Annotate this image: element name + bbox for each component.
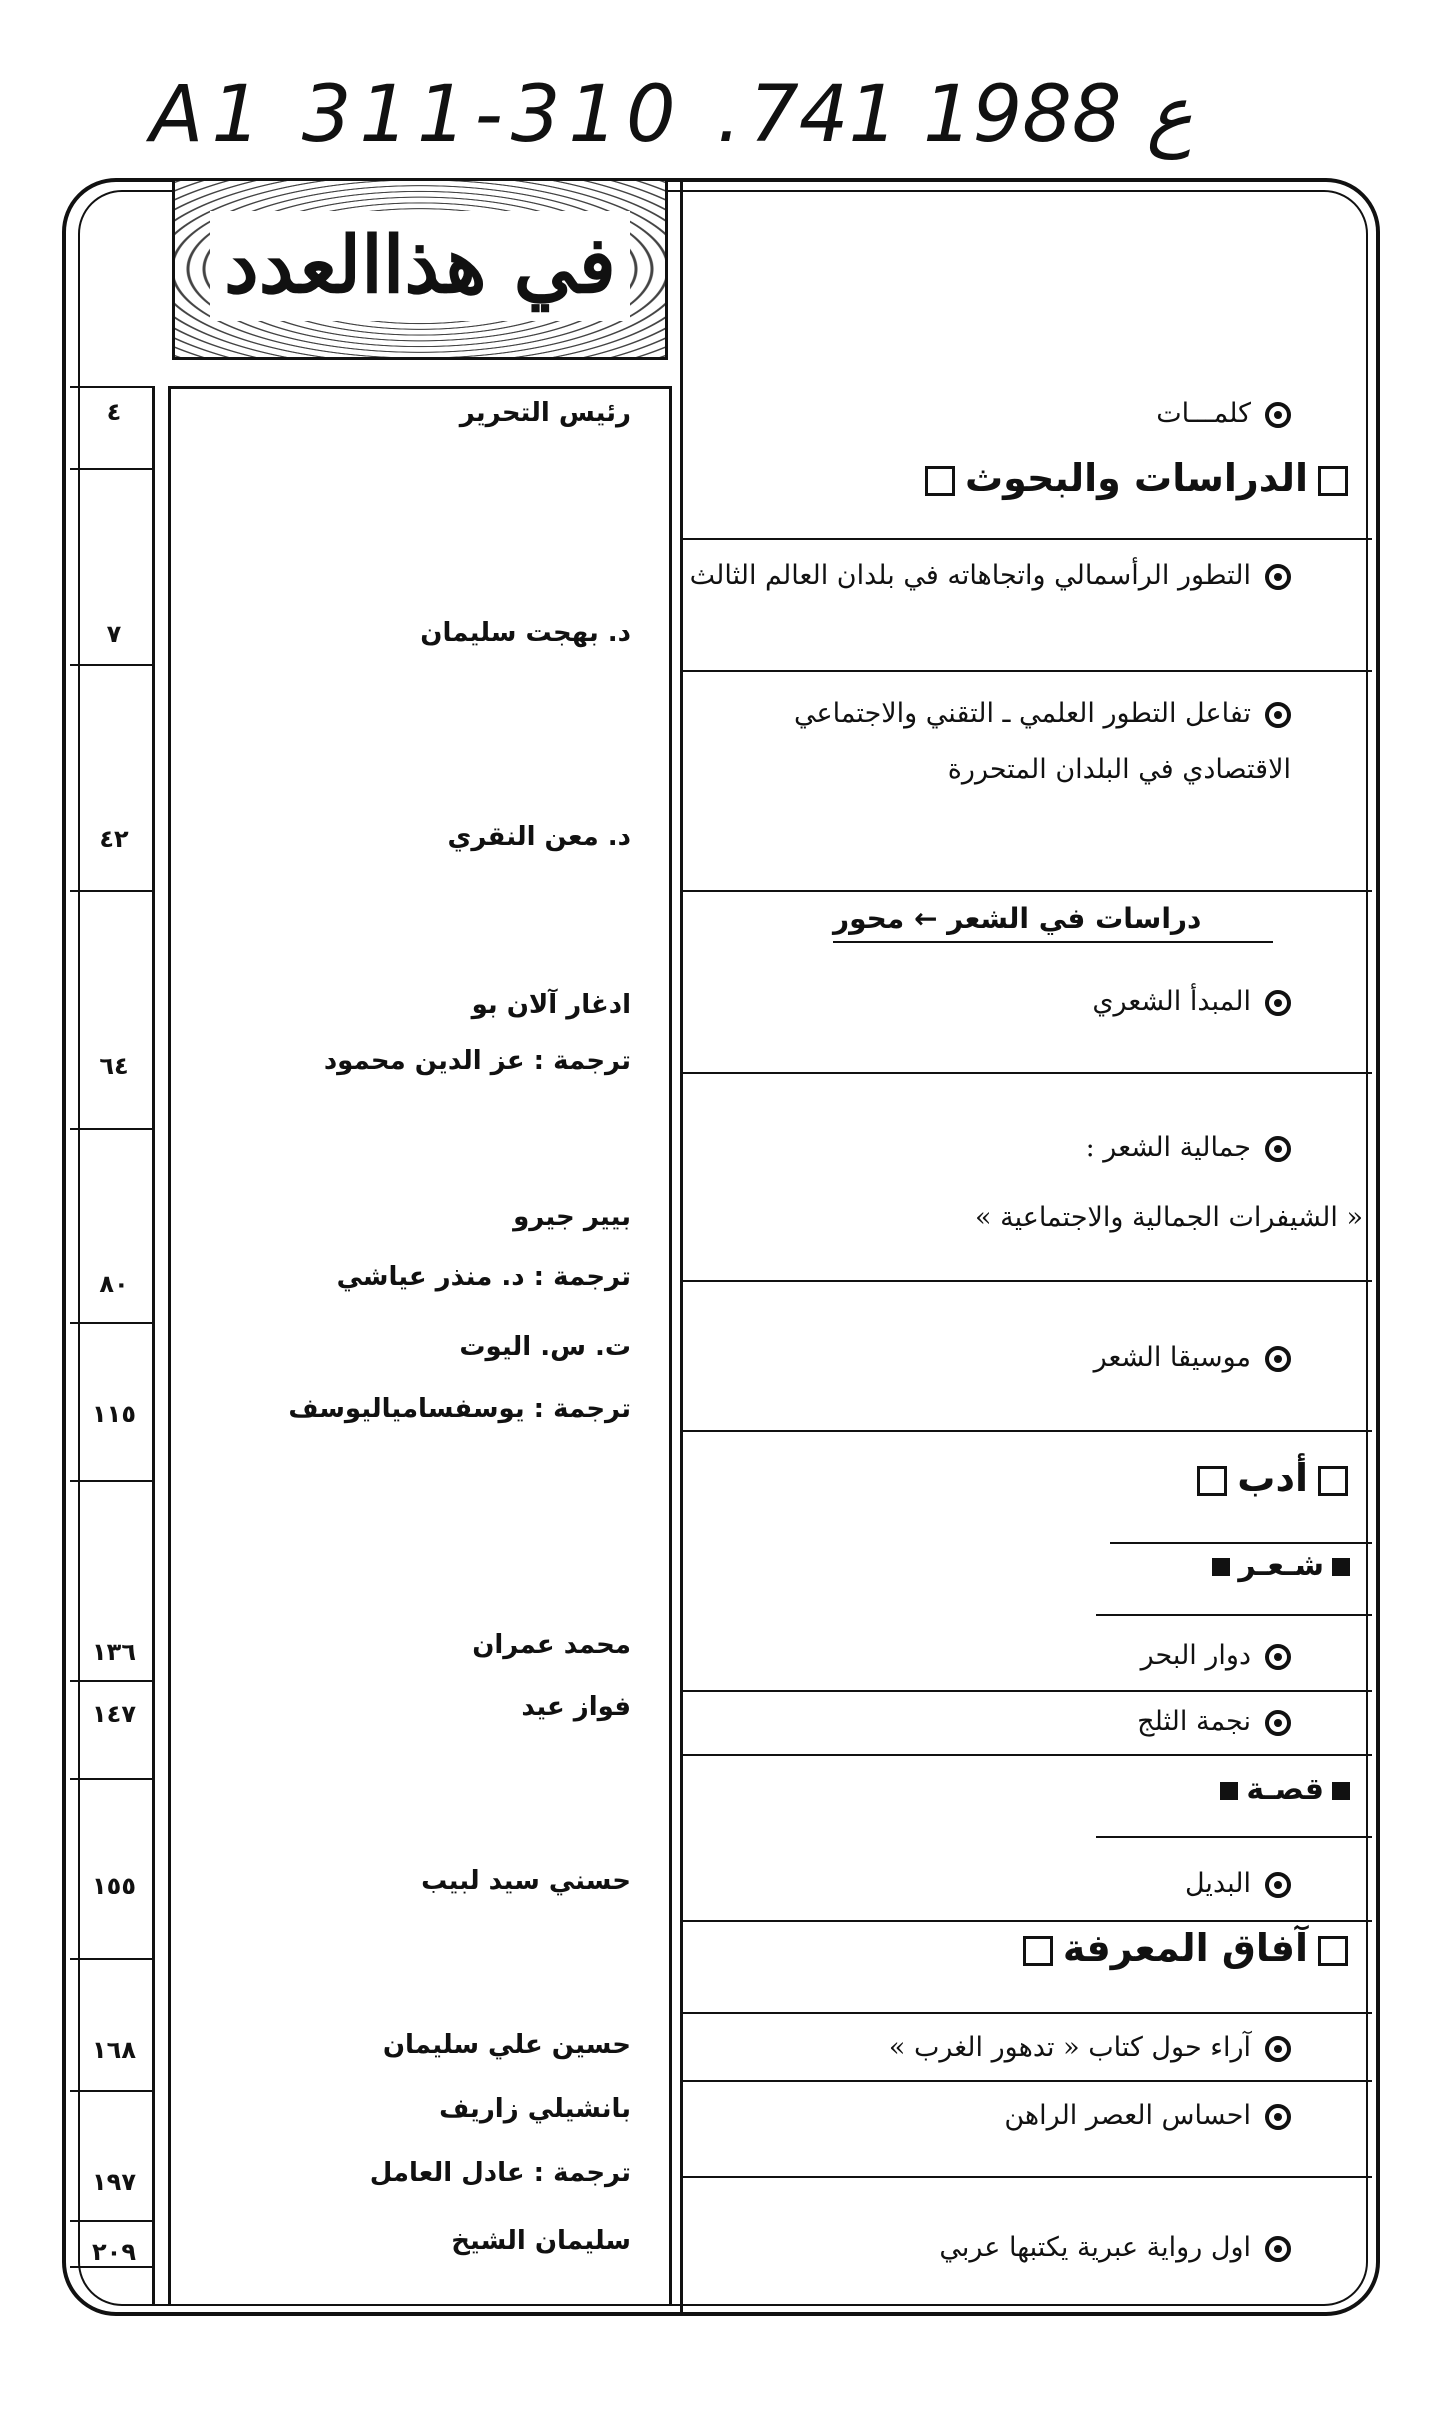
page-divider <box>70 664 154 666</box>
row-divider <box>1096 1614 1372 1616</box>
page-number: ١٩٧ <box>92 2168 136 2196</box>
author-name: د. معن النقري <box>447 822 631 852</box>
page-divider <box>70 1128 154 1130</box>
flower-icon <box>1265 1346 1291 1372</box>
row-divider <box>682 2176 1372 2178</box>
section-heading-literature: أدب <box>1187 1456 1358 1500</box>
row-divider <box>682 1072 1372 1074</box>
author-name: سليمان الشيخ <box>451 2226 631 2256</box>
page-title: في هذاالعدد <box>210 211 630 321</box>
section-heading-studies: الدراسات والبحوث <box>915 456 1358 500</box>
page-divider <box>70 2090 154 2092</box>
page-divider <box>70 1958 154 1960</box>
column-divider <box>680 178 683 2316</box>
page-column-divider <box>152 386 155 2306</box>
page-divider <box>70 2220 154 2222</box>
square-icon <box>1318 1936 1348 1966</box>
author-name: بيير جيرو <box>513 1202 631 1232</box>
page-number: ١٣٦ <box>92 1638 136 1666</box>
page-divider <box>70 1778 154 1780</box>
square-icon <box>1023 1936 1053 1966</box>
row-divider <box>682 890 1372 892</box>
page-divider <box>70 1680 154 1682</box>
flower-icon <box>1265 2236 1291 2262</box>
toc-item[interactable]: تفاعل التطور العلمي ـ التقني والاجتماعي الاقتصادي في البلدان المتحررة <box>793 698 1291 785</box>
flower-icon <box>1265 564 1291 590</box>
toc-item[interactable]: آراء حول كتاب « تدهور الغرب » <box>681 2020 1291 2076</box>
author-name: حسين علي سليمان <box>382 2030 631 2060</box>
flower-icon <box>1265 402 1291 428</box>
page-divider <box>70 386 154 388</box>
translator-name: ترجمة : عادل العامل <box>369 2158 631 2188</box>
title-banner <box>172 178 668 360</box>
flower-icon <box>1265 2036 1291 2062</box>
square-icon <box>925 466 955 496</box>
row-divider <box>682 1430 1372 1432</box>
flower-icon <box>1265 702 1291 728</box>
row-divider <box>1110 1542 1372 1544</box>
row-divider <box>1096 1836 1372 1838</box>
page-number: ٢٠٩ <box>92 2238 136 2266</box>
row-divider <box>682 1280 1372 1282</box>
row-divider <box>682 1920 1372 1922</box>
author-name: بانشيلي زاريف <box>439 2094 631 2124</box>
flower-icon <box>1265 1710 1291 1736</box>
handwritten-reference: A1 311-310 .ع 1988 741 <box>150 70 1193 160</box>
square-icon <box>1197 1466 1227 1496</box>
flower-icon <box>1265 1136 1291 1162</box>
flower-icon <box>1265 1872 1291 1898</box>
row-divider <box>682 2012 1372 2014</box>
row-divider <box>682 538 1372 540</box>
page-number: ٨٠ <box>99 1270 129 1298</box>
row-divider <box>682 670 1372 672</box>
toc-item[interactable]: احساس العصر الراهن <box>681 2088 1291 2144</box>
filled-square-icon <box>1220 1782 1238 1800</box>
toc-item[interactable]: المبدأ الشعري <box>681 974 1291 1030</box>
flower-icon <box>1265 1644 1291 1670</box>
toc-item[interactable]: اول رواية عبرية يكتبها عربي <box>681 2220 1291 2276</box>
author-name: ت. س. اليوت <box>459 1332 631 1362</box>
square-icon <box>1318 466 1348 496</box>
author-name: د. بهجت سليمان <box>420 618 631 648</box>
page-number: ٤٢ <box>99 825 129 853</box>
page-number: ٦٤ <box>99 1052 129 1080</box>
author-name: محمد عمران <box>472 1630 631 1660</box>
page-number: ١١٥ <box>92 1400 136 1428</box>
toc-item[interactable]: التطور الرأسمالي واتجاهاته في بلدان العالم الثالث <box>681 548 1291 604</box>
translator-name: ترجمة : د. منذر عياشي <box>336 1262 631 1292</box>
translator-name: ترجمة : يوسفسامياليوسف <box>288 1394 631 1424</box>
square-icon <box>1318 1466 1348 1496</box>
flower-icon <box>1265 990 1291 1016</box>
translator-name: ترجمة : عز الدين محمود <box>323 1046 631 1076</box>
row-divider <box>682 2080 1372 2082</box>
author-name: رئيس التحرير <box>459 398 631 428</box>
row-divider <box>682 1754 1372 1756</box>
page-number: ٤ <box>106 398 122 426</box>
page-number: ١٥٥ <box>92 1872 136 1900</box>
toc-item[interactable]: البديل <box>681 1856 1291 1912</box>
toc-item-subtitle: « الشيفرات الجمالية والاجتماعية » <box>975 1202 1363 1233</box>
page-number: ١٦٨ <box>92 2036 136 2064</box>
page-number: ٧ <box>106 620 122 648</box>
toc-item[interactable]: موسيقا الشعر <box>681 1330 1291 1386</box>
toc-item[interactable]: دوار البحر <box>681 1628 1291 1684</box>
page-divider <box>70 2266 154 2268</box>
subsection-poetry-studies: دراسات في الشعر ← محور <box>833 902 1273 943</box>
filled-square-icon <box>1332 1782 1350 1800</box>
row-divider <box>682 1690 1372 1692</box>
toc-item[interactable]: كلمـــات <box>681 386 1291 442</box>
toc-item[interactable]: نجمة الثلج <box>681 1694 1291 1750</box>
page-divider <box>70 1322 154 1324</box>
author-name: فواز عيد <box>521 1692 631 1722</box>
toc-item[interactable]: جمالية الشعر : <box>681 1120 1291 1176</box>
page-divider <box>70 890 154 892</box>
subsection-poetry: شـعـر <box>1204 1548 1358 1583</box>
page-divider <box>70 468 154 470</box>
page-number: ١٤٧ <box>92 1700 136 1728</box>
author-name: حسني سيد لبيب <box>421 1866 631 1896</box>
subsection-story: قصـة <box>1212 1772 1358 1807</box>
section-heading-horizons: آفاق المعرفة <box>1013 1926 1358 1970</box>
filled-square-icon <box>1332 1558 1350 1576</box>
page-divider <box>70 1480 154 1482</box>
author-name: ادغار آلان بو <box>471 990 631 1020</box>
flower-icon <box>1265 2104 1291 2130</box>
filled-square-icon <box>1212 1558 1230 1576</box>
